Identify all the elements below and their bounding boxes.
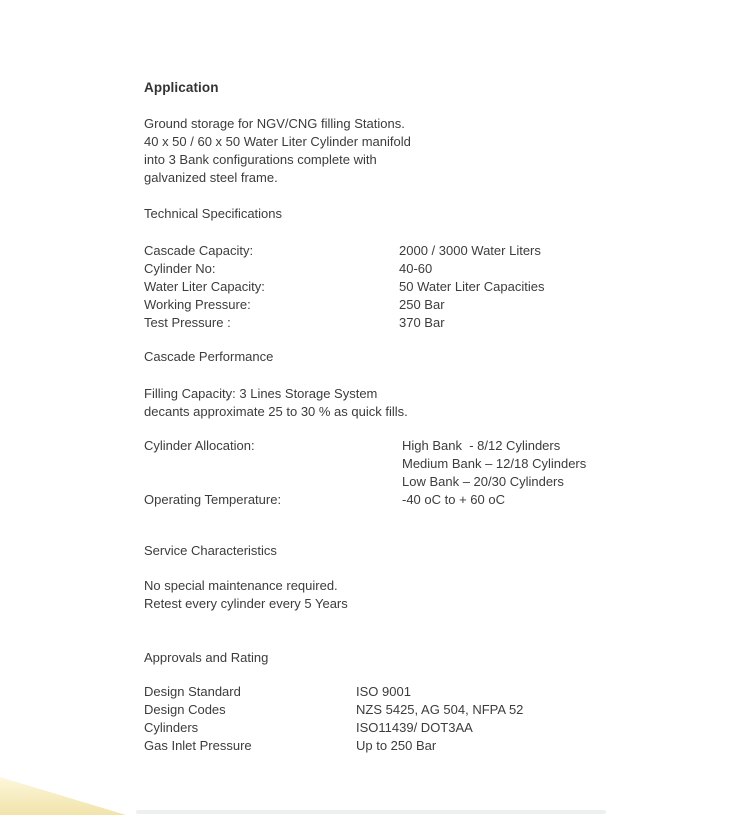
cascade-performance-heading: Cascade Performance [144, 349, 274, 364]
spec-row [144, 296, 614, 314]
spec-value: 370 Bar [399, 315, 445, 330]
operating-temperature-value: -40 oC to + 60 oC [402, 492, 505, 507]
approval-row [144, 719, 614, 737]
approval-value: NZS 5425, AG 504, NFPA 52 [356, 702, 524, 717]
spec-value: 50 Water Liter Capacities [399, 279, 545, 294]
filling-capacity-paragraph [144, 385, 614, 421]
approval-value: ISO11439/ DOT3AA [356, 720, 473, 735]
spec-label: Cascade Capacity: [144, 243, 254, 258]
approval-row [144, 683, 614, 701]
approvals-table [144, 683, 614, 755]
spec-row [144, 278, 614, 296]
allocation-values [402, 437, 586, 491]
operating-temperature-row [144, 491, 614, 509]
paragraph-line: No special maintenance required. [144, 578, 338, 593]
spec-value: 250 Bar [399, 297, 445, 312]
spec-value: 2000 / 3000 Water Liters [399, 243, 541, 258]
approval-row [144, 737, 614, 755]
paragraph-line: Ground storage for NGV/CNG filling Stations. [144, 116, 405, 131]
allocation-value: Medium Bank – 12/18 Cylinders [402, 456, 587, 471]
cylinder-allocation-row [144, 437, 614, 491]
paragraph-line: decants approximate 25 to 30 % as quick fills. [144, 404, 408, 419]
technical-specifications-table [144, 242, 614, 332]
approval-label: Design Standard [144, 684, 241, 699]
approval-label: Gas Inlet Pressure [144, 738, 252, 753]
spec-label: Working Pressure: [144, 297, 251, 312]
paragraph-line: 40 x 50 / 60 x 50 Water Liter Cylinder manifold [144, 134, 411, 149]
approvals-and-rating-heading: Approvals and Rating [144, 650, 269, 665]
paragraph-line: galvanized steel frame. [144, 170, 278, 185]
allocation-value: Low Bank – 20/30 Cylinders [402, 474, 564, 489]
technical-specifications-heading: Technical Specifications [144, 206, 283, 221]
approval-value: Up to 250 Bar [356, 738, 437, 753]
operating-temperature-label: Operating Temperature: [144, 492, 282, 507]
paragraph-line: into 3 Bank configurations complete with [144, 152, 377, 167]
scan-edge-artifact [136, 810, 606, 814]
approval-label: Design Codes [144, 702, 226, 717]
spec-label: Cylinder No: [144, 261, 216, 276]
application-heading: Application [144, 80, 219, 95]
service-characteristics-paragraph [144, 577, 614, 613]
spec-label: Test Pressure : [144, 315, 231, 330]
spec-row [144, 260, 614, 278]
scan-corner-artifact [0, 777, 126, 815]
spec-row [144, 314, 614, 332]
allocation-value: High Bank - 8/12 Cylinders [402, 438, 561, 453]
service-characteristics-heading: Service Characteristics [144, 543, 277, 558]
paragraph-line: Retest every cylinder every 5 Years [144, 596, 348, 611]
approval-value: ISO 9001 [356, 684, 411, 699]
spec-value: 40-60 [399, 261, 433, 276]
document-content [144, 80, 614, 755]
application-paragraph [144, 115, 614, 187]
allocation-label: Cylinder Allocation: [144, 438, 255, 453]
approval-row [144, 701, 614, 719]
spec-label: Water Liter Capacity: [144, 279, 265, 294]
spec-row [144, 242, 614, 260]
approval-label: Cylinders [144, 720, 199, 735]
paragraph-line: Filling Capacity: 3 Lines Storage System [144, 386, 378, 401]
